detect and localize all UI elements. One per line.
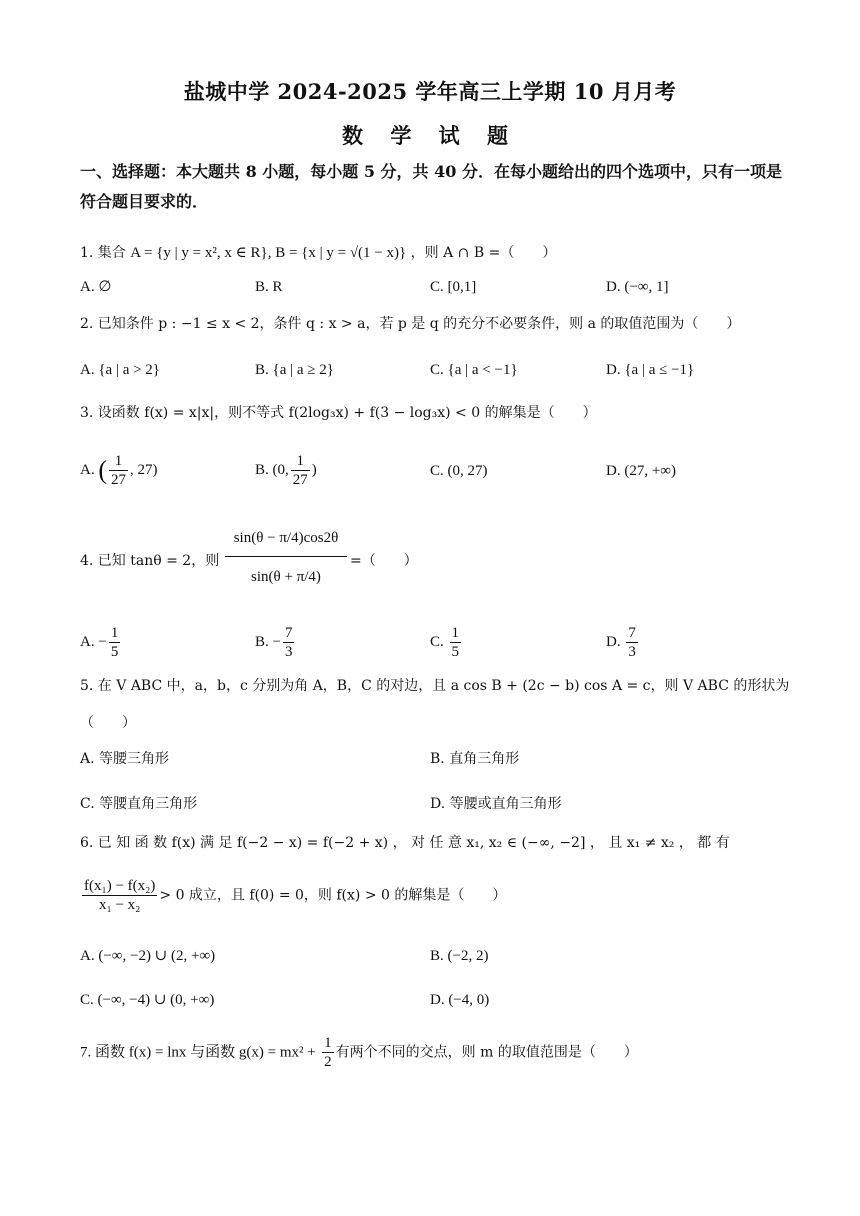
- q2-option-d[interactable]: D. {a | a ≤ −1}: [606, 362, 695, 378]
- exam-title: 盐城中学 2024-2025 学年高三上学期 10 月月考: [183, 79, 677, 104]
- q6-option-b[interactable]: B. (−2, 2): [430, 948, 489, 964]
- q3-option-a-num: 1: [109, 452, 128, 471]
- q4-tail: =（ ）: [350, 553, 418, 569]
- q1-option-a[interactable]: A. ∅: [80, 279, 112, 295]
- q4-option-a[interactable]: [80, 624, 122, 661]
- q5-option-b[interactable]: B. 直角三角形: [430, 751, 520, 767]
- q4-option-b-sign: −: [272, 633, 281, 650]
- q4-option-c-fraction: [450, 624, 462, 661]
- q7-lead: 7. 函数 f(x) = lnx 与函数 g(x) = mx² +: [80, 1044, 316, 1061]
- q3-option-c[interactable]: C. (0, 27): [430, 463, 488, 479]
- q4-option-a-den: 5: [110, 644, 119, 660]
- q4-option-a-fraction: [109, 624, 121, 661]
- q3-option-b[interactable]: [255, 452, 317, 489]
- question-6-line2: [80, 877, 506, 914]
- q1-tail: ，则 A ∩ B =（ ）: [410, 245, 557, 261]
- q4-option-d-letter: D.: [606, 633, 621, 650]
- q5-option-a[interactable]: A. 等腰三角形: [80, 751, 170, 767]
- q4-option-d[interactable]: [606, 624, 640, 661]
- q2-option-c[interactable]: C. {a | a < −1}: [430, 362, 518, 378]
- q3-option-b-lead: (0,: [272, 461, 289, 478]
- q7-num: 1: [324, 1035, 332, 1051]
- question-5-line2: （ ）: [80, 715, 136, 731]
- q4-numerator: sin(θ − π/4)cos2θ: [225, 520, 347, 557]
- question-2: 2. 已知条件 p : −1 ≤ x < 2，条件 q : x > a，若 p 是 q 的充分不必要条件，则 a 的取值范围为（ ）: [80, 316, 741, 332]
- q6-option-c[interactable]: C. (−∞, −4) ∪ (0, +∞): [80, 992, 215, 1008]
- q7-den: 2: [324, 1054, 332, 1070]
- q4-denominator: sin(θ + π/4): [251, 569, 321, 585]
- q1-option-b[interactable]: B. R: [255, 279, 283, 295]
- q4-option-b-fraction: [283, 624, 295, 661]
- q6-tail: > 0 成立，且 f(0) = 0，则 f(x) > 0 的解集是（ ）: [159, 887, 507, 904]
- q7-tail: 有两个不同的交点，则 m 的取值范围是（ ）: [335, 1044, 638, 1061]
- q4-option-d-den: 3: [628, 644, 636, 660]
- q5-option-d[interactable]: D. 等腰或直角三角形: [430, 796, 562, 812]
- q4-option-c-letter: C.: [430, 633, 444, 650]
- q2-option-b[interactable]: B. {a | a ≥ 2}: [255, 362, 334, 378]
- exam-subtitle: 数 学 试 题: [342, 123, 518, 148]
- q6-option-a[interactable]: A. (−∞, −2) ∪ (2, +∞): [80, 948, 216, 964]
- question-3: 3. 设函数 f(x) = x|x|，则不等式 f(2log₃x) + f(3 − log₃x) < 0 的解集是（ ）: [80, 405, 597, 421]
- question-4-lead: 4. 已知 tanθ = 2，则: [80, 553, 220, 569]
- q3-option-a-rest: , 27): [130, 461, 158, 478]
- q4-option-a-sign: −: [98, 633, 107, 650]
- q4-option-b[interactable]: [255, 624, 296, 661]
- q6-numerator: f(x₁) − f(x₂): [84, 878, 156, 894]
- q3-option-b-num: 1: [291, 452, 310, 471]
- q3-option-a-den: 27: [111, 472, 127, 488]
- q6-option-d[interactable]: D. (−4, 0): [430, 992, 490, 1008]
- question-6-line1: 6. 已 知 函 数 f(x) 满 足 f(−2 − x) = f(−2 + x) ， 对 任 意 x₁, x₂ ∈ (−∞, −2] ， 且 x₁ ≠ x₂ ， 都 有: [80, 835, 730, 851]
- q3-option-b-letter: B.: [255, 461, 269, 478]
- q3-option-a[interactable]: [80, 452, 158, 489]
- q7-fraction: [322, 1034, 334, 1071]
- q4-option-a-letter: A.: [80, 633, 95, 650]
- q1-option-c[interactable]: C. [0,1]: [430, 279, 477, 295]
- q4-option-c-num: 1: [451, 625, 460, 641]
- q3-option-a-paren: (: [98, 455, 108, 485]
- q3-option-b-fraction: [291, 452, 310, 489]
- q3-option-a-letter: A.: [80, 461, 95, 478]
- q2-option-a[interactable]: A. {a | a > 2}: [80, 362, 161, 378]
- q4-option-c[interactable]: [430, 624, 463, 661]
- q4-option-b-letter: B.: [255, 633, 269, 650]
- q4-option-c-den: 5: [451, 644, 460, 660]
- question-1: [80, 243, 556, 263]
- q6-fraction: [82, 877, 157, 914]
- q1-sets: A = {y | y = x², x ∈ R}, B = {x | y = √(1 − x)}: [130, 245, 407, 261]
- section-heading: 一、选择题：本大题共 8 小题，每小题 5 分，共 40 分．在每小题给出的四个选项中，只有一项是符合题目要求的．: [80, 162, 782, 211]
- q3-option-b-rest: ): [311, 461, 317, 478]
- q3-option-b-den: 27: [292, 472, 308, 488]
- q6-denominator: x₁ − x₂: [98, 897, 141, 913]
- q4-option-a-num: 1: [110, 625, 119, 641]
- q3-option-d[interactable]: D. (27, +∞): [606, 463, 676, 479]
- question-7: [80, 1034, 638, 1071]
- q4-option-d-num: 7: [628, 625, 636, 641]
- q4-option-d-fraction: [626, 624, 638, 661]
- q1-option-d[interactable]: D. (−∞, 1]: [606, 279, 669, 295]
- q4-fraction: [225, 520, 347, 597]
- q4-option-b-num: 7: [284, 625, 293, 641]
- q3-option-a-fraction: [109, 452, 128, 489]
- question-5-line1: 5. 在 V ABC 中，a，b，c 分别为角 A，B，C 的对边，且 a cos B + (2c − b) cos A = c，则 V ABC 的形状为: [80, 678, 790, 694]
- q5-option-c[interactable]: C. 等腰直角三角形: [80, 796, 198, 812]
- q1-lead: 1. 集合: [80, 245, 126, 261]
- q4-option-b-den: 3: [284, 644, 293, 660]
